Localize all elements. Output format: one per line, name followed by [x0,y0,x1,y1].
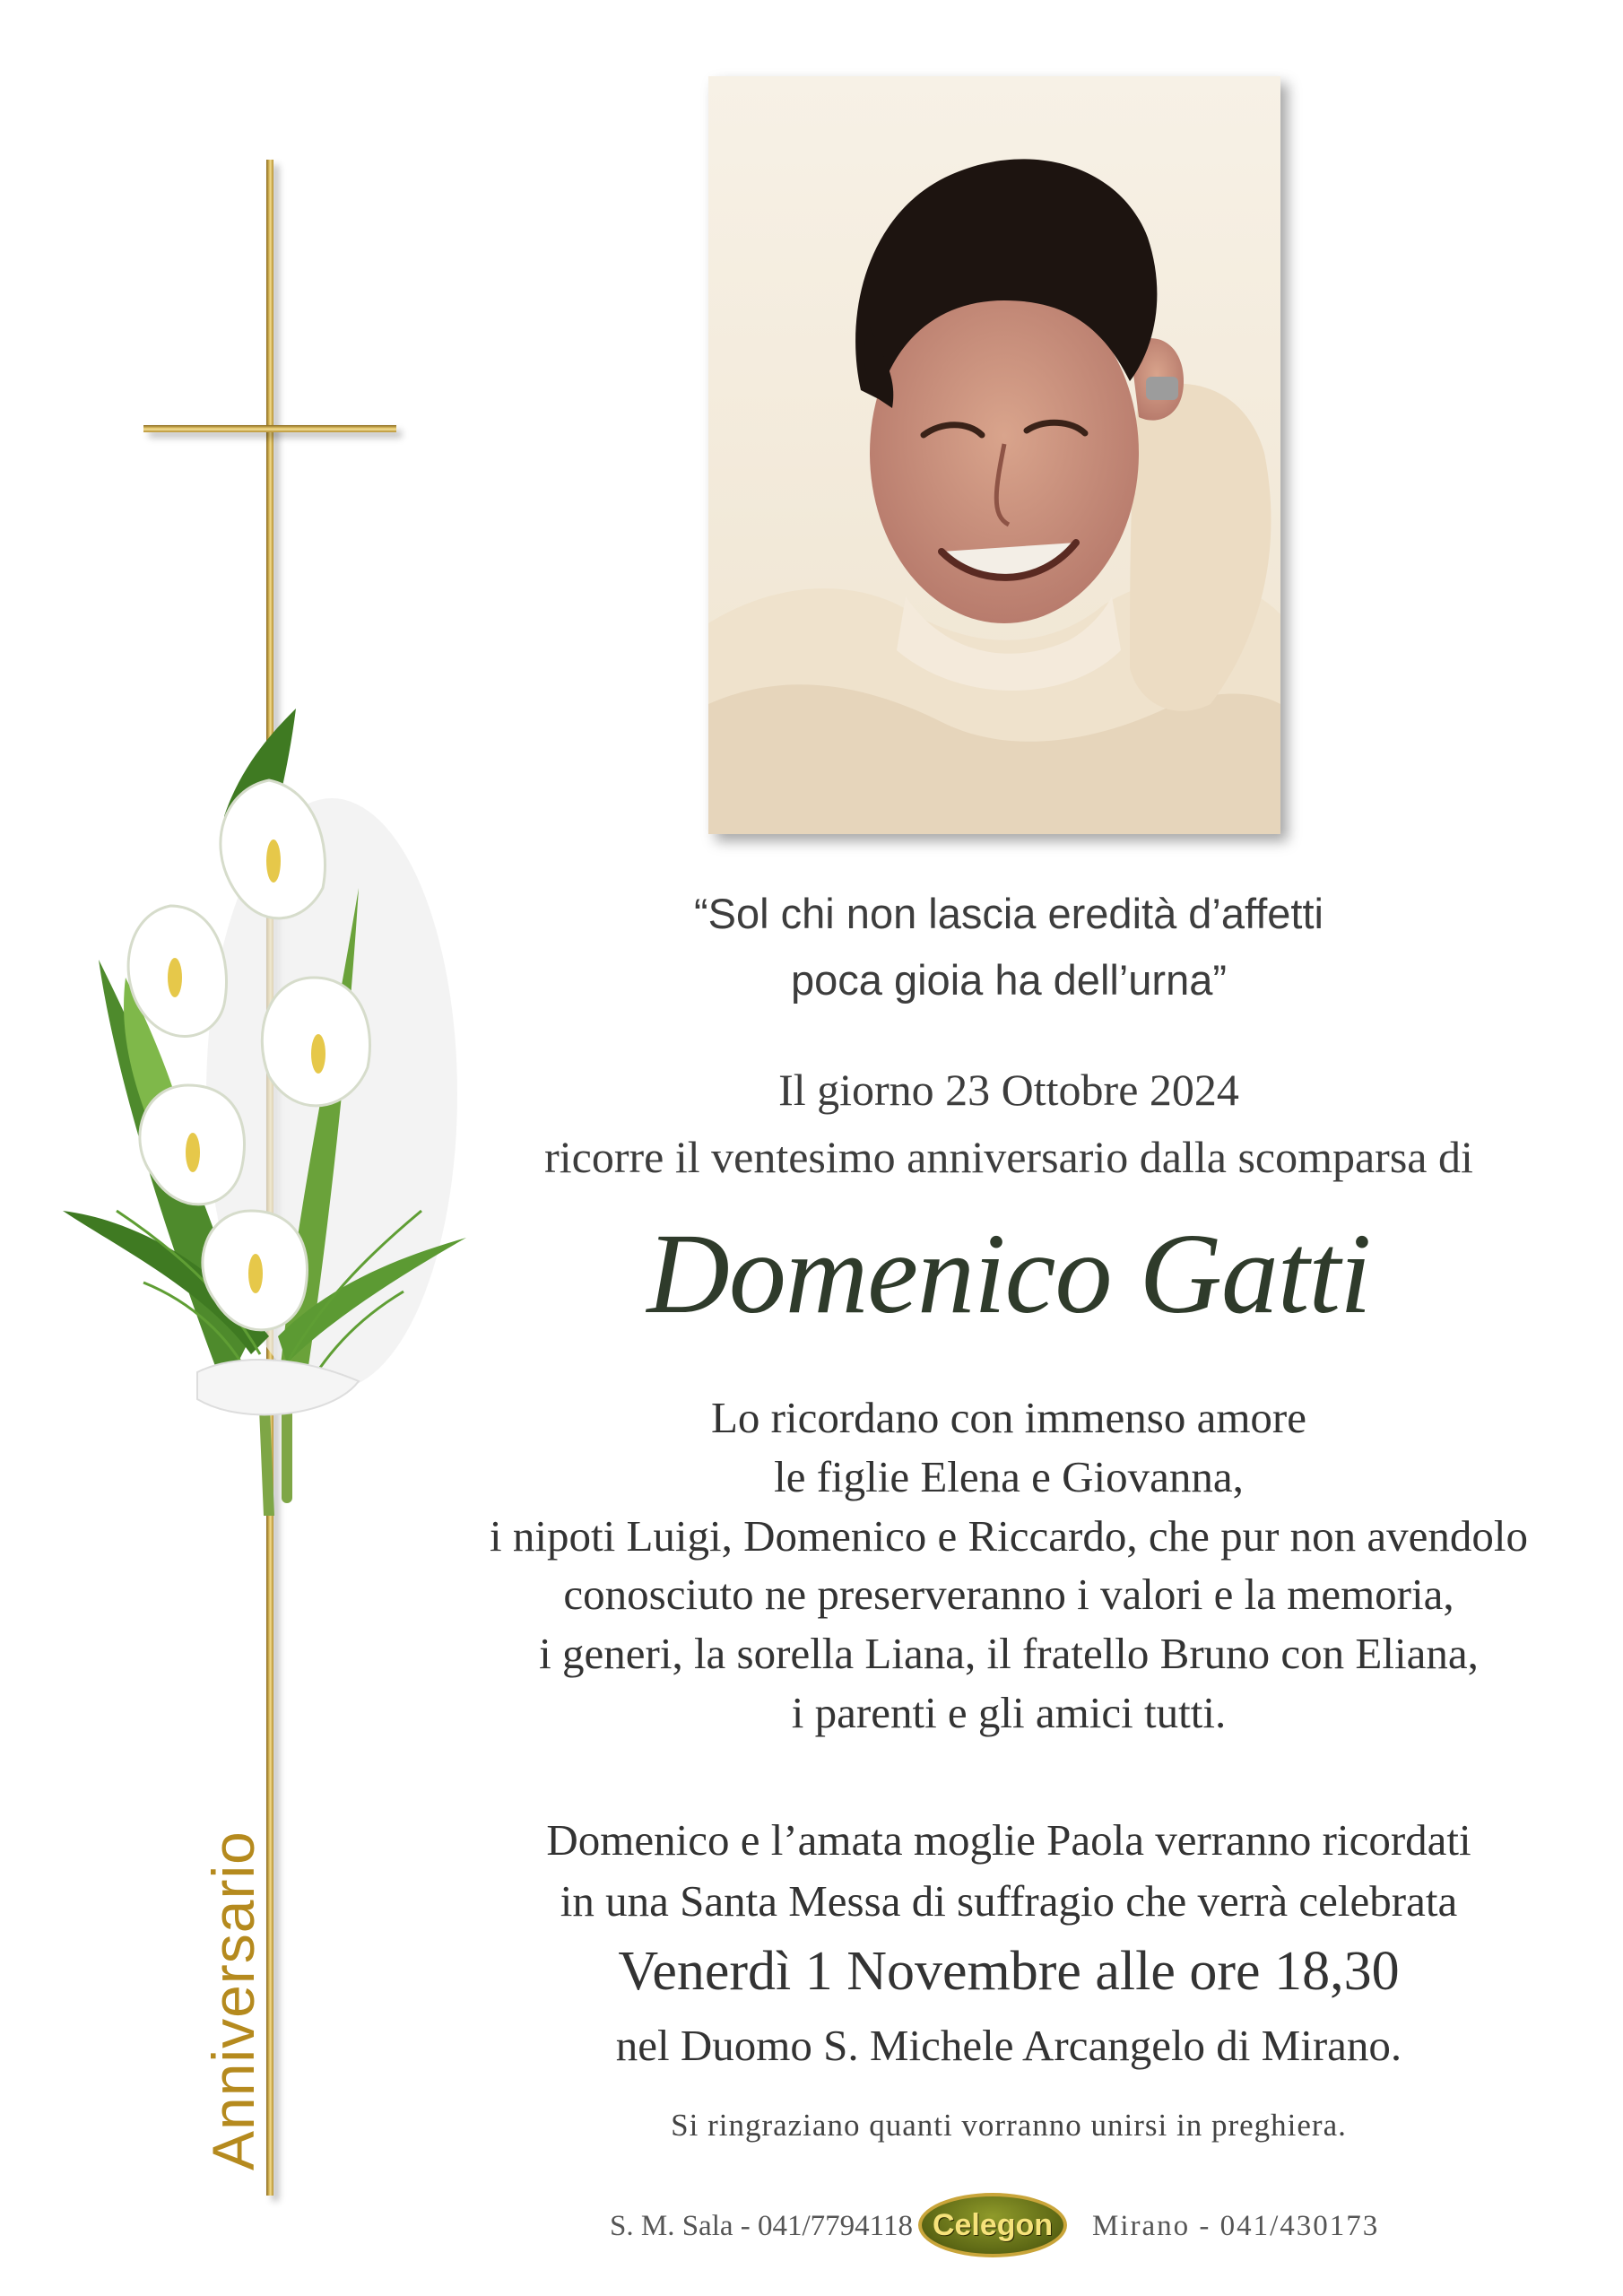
anniversary-intro [395,1057,1623,1191]
portrait-photo [708,76,1280,834]
remembered-line: i nipoti Luigi, Domenico e Riccardo, che pur non avendolo [489,1510,1528,1561]
mass-info [395,1810,1623,1932]
footer-contact-right: Mirano - 041/430173 [1092,2210,1380,2242]
remembered-line: i parenti e gli amici tutti. [791,1687,1227,1737]
remembered-line: le figlie Elena e Giovanna, [774,1451,1244,1501]
deceased-name: Domenico Gatti [647,1210,1371,1337]
remembered-line: Lo ricordano con immenso amore [710,1393,1306,1442]
mass-line: Domenico e l’amata moglie Paola verranno ricordati [546,1815,1471,1865]
celegon-logo: Celegon [918,2193,1067,2257]
quote-line: “Sol chi non lascia eredità d’affetti [694,890,1324,937]
mass-place: nel Duomo S. Michele Arcangelo di Mirano. [615,2021,1402,2070]
anniversary-vertical-label: Anniversario [200,1831,266,2170]
quote-line: poca gioia ha dell’urna” [791,956,1227,1004]
thanks-note: Si ringraziano quanti vorranno unirsi in preghiera. [671,2108,1347,2143]
remembered-line: conosciuto ne preserveranno i valori e la memoria, [563,1570,1454,1620]
mass-datetime: Venerdì 1 Novembre alle ore 18,30 [618,1941,1400,2002]
footer-contact-left: S. M. Sala - 041/7794118 [610,2210,913,2242]
quote [395,881,1623,1013]
intro-text: ricorre il ventesimo anniversario dalla scomparsa di [544,1132,1473,1182]
remembered-line: i generi, la sorella Liana, il fratello Bruno con Eliana, [539,1629,1479,1679]
intro-date: Il giorno 23 Ottobre 2024 [778,1065,1239,1115]
cross-horizontal-bar [143,425,396,432]
remembered-by [395,1388,1623,1743]
mass-line: in una Santa Messa di suffragio che verrà celebrata [560,1876,1458,1926]
